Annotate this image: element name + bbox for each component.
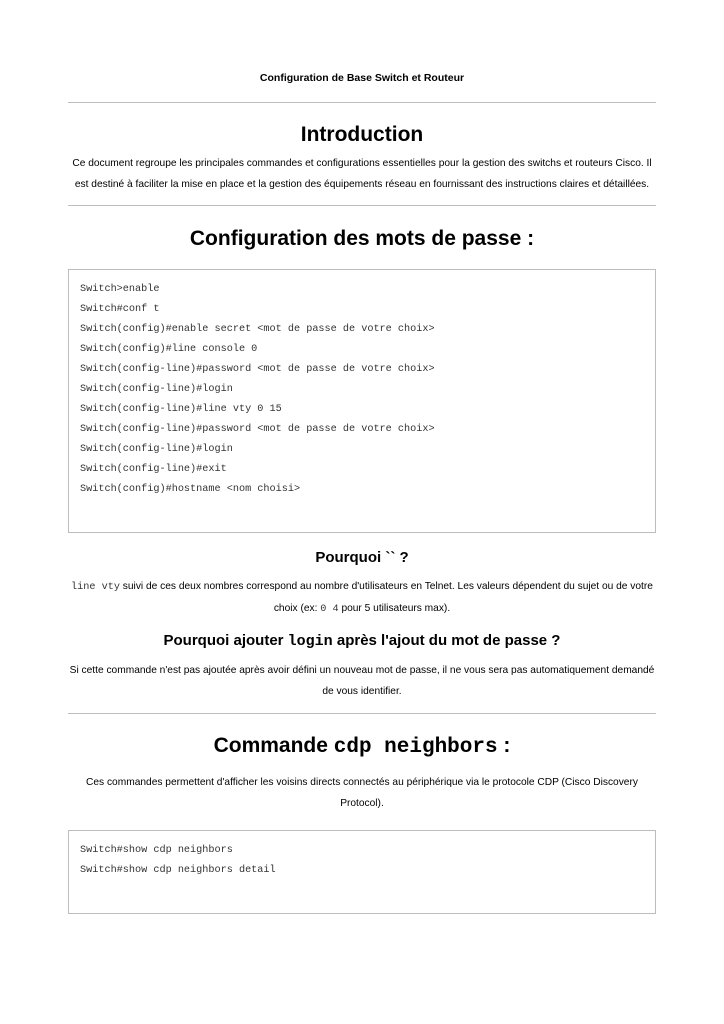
code-line: Switch(config-line)#exit — [80, 464, 227, 475]
introduction-title: Introduction — [300, 123, 424, 146]
title-fragment: Commande — [213, 734, 334, 757]
document-page — [68, 0, 656, 914]
separator — [68, 713, 656, 714]
code-line: Switch>enable — [80, 284, 160, 295]
inline-code: 0 4 — [320, 604, 339, 615]
title-fragment: : — [497, 734, 511, 757]
separator — [68, 205, 656, 206]
code-line: Switch(config)#hostname <nom choisi> — [80, 484, 301, 495]
text-fragment: suivi de ces deux nombres correspond au nombre d'utilisateurs en Telnet. Les valeurs dépendent du sujet ou de votre choix (ex: — [119, 581, 653, 614]
code-line: Switch(config-line)#line vty 0 15 — [80, 404, 282, 415]
introduction-text: Ce document regroupe les principales commandes et configurations essentielles pour la gestion des switchs et routeurs Cisco. Il est destiné à faciliter la mise en place et la gestion des équipements réseau en fournissant des instructions claires et détaillées. — [72, 158, 652, 190]
passwords-code-block — [68, 269, 656, 533]
code-line: Switch(config-line)#login — [80, 384, 233, 395]
cdp-text: Ces commandes permettent d'afficher les voisins directs connectés au périphérique via le protocole CDP (Cisco Discovery Protocol). — [86, 777, 638, 809]
code-line: Switch(config)#enable secret <mot de passe de votre choix> — [80, 324, 435, 335]
inline-code: line vty — [71, 582, 120, 593]
why-vty-title: Pourquoi `` ? — [315, 549, 409, 566]
code-line: Switch#show cdp neighbors — [80, 845, 233, 856]
code-line: Switch#conf t — [80, 304, 160, 315]
inline-code: cdp neighbors — [333, 736, 498, 759]
inline-code: login — [287, 633, 333, 650]
code-line: Switch(config-line)#password <mot de passe de votre choix> — [80, 424, 435, 435]
cdp-code-block — [68, 830, 656, 914]
cdp-title — [68, 733, 656, 761]
code-line: Switch(config)#line console 0 — [80, 344, 258, 355]
code-line: Switch#show cdp neighbors detail — [80, 865, 276, 876]
why-login-text: Si cette commande n'est pas ajoutée après avoir défini un nouveau mot de passe, il ne vous sera pas automatiquement demandé de vous identifier. — [69, 665, 655, 697]
title-fragment: Pourquoi ajouter — [163, 632, 288, 649]
title-fragment: après l'ajout du mot de passe ? — [332, 632, 561, 649]
code-line: Switch(config-line)#login — [80, 444, 233, 455]
passwords-title: Configuration des mots de passe : — [189, 227, 535, 250]
why-vty-text — [68, 576, 656, 620]
separator — [68, 102, 656, 103]
why-login-title — [68, 631, 656, 652]
code-line: Switch(config-line)#password <mot de passe de votre choix> — [80, 364, 435, 375]
text-fragment: pour 5 utilisateurs max). — [338, 603, 451, 614]
document-header: Configuration de Base Switch et Routeur — [259, 72, 465, 84]
